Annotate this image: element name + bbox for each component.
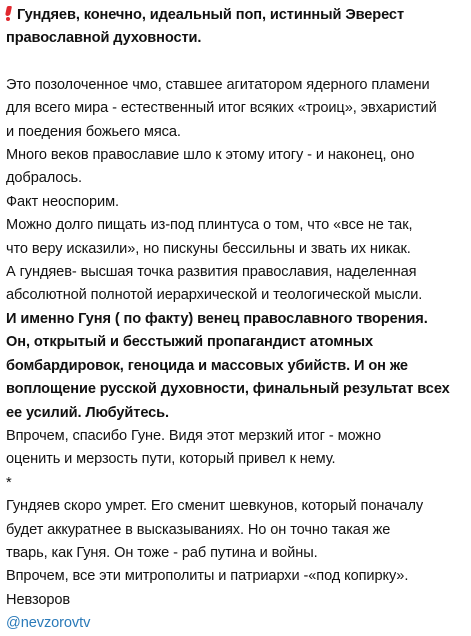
paragraph-4: Можно долго пищать из-под плинтуса о том, что «все не так, что веру исказили», но пискуны бессильны и звать их никак. [6,217,413,257]
paragraph-7: Гундяев скоро умрет. Его сменит шевкунов, который поначалу будет аккуратнее в высказываниях. Но он точно такая же тварь, как Гуня. Он тоже - раб путина и войны. [6,498,424,561]
channel-handle [6,612,465,635]
paragraph-2: Много веков православие шло к этому итогу - и наконец, оно добралось. [6,147,415,187]
paragraph-3: Факт неоспорим. [6,193,119,210]
spacer [6,51,465,74]
red-exclamation-icon [6,6,11,20]
signature: Невзоров [6,591,71,608]
separator: * [6,474,12,491]
channel-handle-link[interactable]: @nevzorovtv [6,615,91,632]
paragraph-1: Это позолоченное чмо, ставшее агитатором ядерного пламени для всего мира - естественный итог всяких «троиц», эвхаристий и поедения божьего мяса. [6,76,437,140]
paragraph-8: Впрочем, все эти митрополиты и патриархи -«под копирку». [6,568,409,585]
bold-paragraph: И именно Гуня ( по факту) венец православного творения. Он, открытый и бесстыжий пропагандист атомных бомбардировок, геноцида и массовых убийств. И он же воплощение русской духовности, финальный результат всех ее усилий. Любуйтесь. [6,310,450,421]
post-title: Гундяев, конечно, идеальный поп, истинный Эверест православной духовности. [6,7,405,47]
paragraph-6: Впрочем, спасибо Гуне. Видя этот мерзкий итог - можно оценить и мерзость пути, который привел к нему. [6,427,381,468]
paragraph-5: А гундяев- высшая точка развития православия, наделенная абсолютной полнотой иерархической и теологической мысли. [6,264,423,304]
